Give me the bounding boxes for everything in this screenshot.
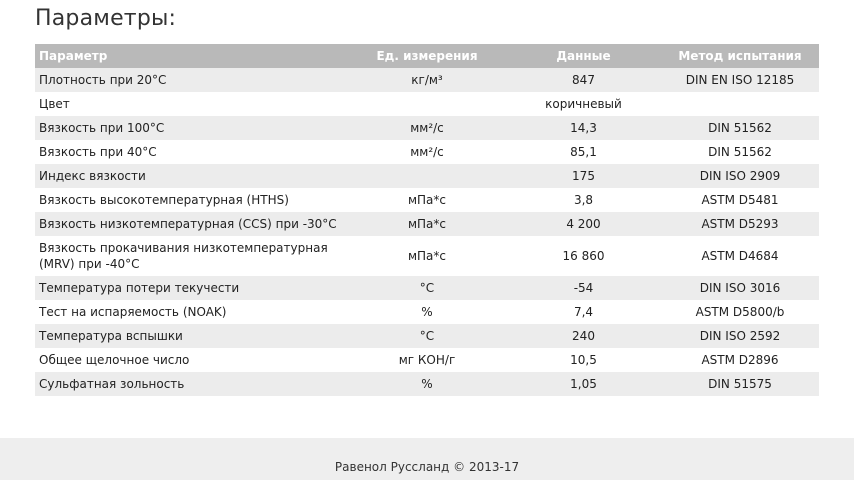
cell-method [661,92,819,116]
cell-unit: % [348,300,506,324]
table-row [35,68,819,92]
cell-param: Вязкость при 40°C [35,140,348,164]
cell-method: ASTM D2896 [661,348,819,372]
cell-data: 16 860 [506,236,661,276]
cell-unit: мм²/с [348,140,506,164]
cell-method: ASTM D5293 [661,212,819,236]
cell-param: Вязкость низкотемпературная (CCS) при -30°C [35,212,348,236]
cell-data: 847 [506,68,661,92]
cell-data: 1,05 [506,372,661,396]
table-row [35,348,819,372]
cell-method: DIN ISO 2909 [661,164,819,188]
cell-param: Температура вспышки [35,324,348,348]
footer [0,438,854,480]
cell-data: 240 [506,324,661,348]
table-row [35,324,819,348]
cell-unit: мПа*с [348,212,506,236]
cell-data: 4 200 [506,212,661,236]
cell-param: Сульфатная зольность [35,372,348,396]
cell-param: Плотность при 20°C [35,68,348,92]
cell-unit: °C [348,324,506,348]
cell-param: Вязкость при 100°C [35,116,348,140]
table-row [35,212,819,236]
cell-param: Цвет [35,92,348,116]
cell-data: 85,1 [506,140,661,164]
cell-param: Индекс вязкости [35,164,348,188]
header-unit: Ед. измерения [348,44,506,68]
cell-method: DIN 51562 [661,140,819,164]
cell-method: ASTM D5800/b [661,300,819,324]
table-row [35,236,819,276]
table-row [35,164,819,188]
cell-data: 3,8 [506,188,661,212]
page-title: Параметры: [35,6,177,31]
table-row [35,92,819,116]
cell-data: коричневый [506,92,661,116]
table-row [35,276,819,300]
cell-unit [348,164,506,188]
table-row [35,140,819,164]
cell-method: DIN 51562 [661,116,819,140]
cell-unit: мм²/с [348,116,506,140]
cell-param: Вязкость прокачивания низкотемпературная (MRV) при -40°C [35,236,348,276]
cell-unit: °C [348,276,506,300]
cell-data: 14,3 [506,116,661,140]
cell-method: ASTM D4684 [661,236,819,276]
cell-param: Температура потери текучести [35,276,348,300]
cell-param: Тест на испаряемость (NOAK) [35,300,348,324]
cell-unit [348,92,506,116]
table-row [35,300,819,324]
cell-param: Общее щелочное число [35,348,348,372]
header-method: Метод испытания [661,44,819,68]
table-row [35,188,819,212]
cell-data: 10,5 [506,348,661,372]
cell-method: ASTM D5481 [661,188,819,212]
table-body [35,68,819,396]
cell-param: Вязкость высокотемпературная (HTHS) [35,188,348,212]
table-header-row [35,44,819,68]
table-row [35,372,819,396]
cell-data: 7,4 [506,300,661,324]
table-row [35,116,819,140]
cell-unit: мг КОН/г [348,348,506,372]
parameters-table [35,44,819,396]
header-param: Параметр [35,44,348,68]
cell-unit: кг/м³ [348,68,506,92]
header-data: Данные [506,44,661,68]
cell-method: DIN 51575 [661,372,819,396]
cell-method: DIN ISO 2592 [661,324,819,348]
cell-unit: мПа*с [348,188,506,212]
cell-data: -54 [506,276,661,300]
cell-unit: мПа*с [348,236,506,276]
cell-unit: % [348,372,506,396]
cell-data: 175 [506,164,661,188]
footer-copyright: Равенол Руссланд © 2013-17 [334,460,520,474]
cell-method: DIN EN ISO 12185 [661,68,819,92]
cell-method: DIN ISO 3016 [661,276,819,300]
